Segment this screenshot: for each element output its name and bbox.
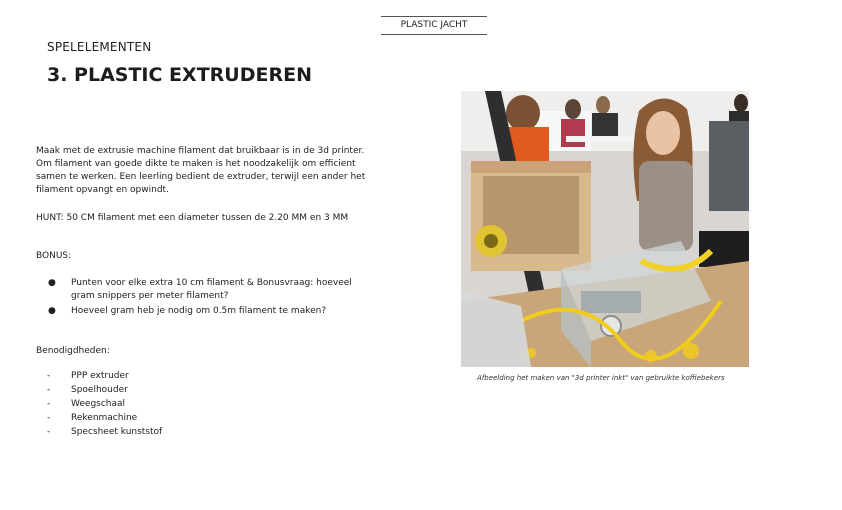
needs-list xyxy=(36,369,162,439)
list-item: - Specsheet kunststof xyxy=(47,427,163,437)
needs-label: Benodigdheden: xyxy=(36,346,110,356)
page-header-label: PLASTIC JACHT xyxy=(381,16,487,35)
list-item: - Weegschaal xyxy=(47,399,126,409)
extruder-photo xyxy=(461,91,749,367)
list-item: ● Punten voor elke extra 10 cm filament & Bonusvraag: hoeveel gram snippers per meter filament? xyxy=(48,278,352,301)
bullet-icon: ● xyxy=(48,306,56,316)
list-item: - Rekenmachine xyxy=(47,413,138,423)
list-item: - Spoelhouder xyxy=(47,385,128,395)
list-item: ● Hoeveel gram heb je nodig om 0.5m filament te maken? xyxy=(48,306,327,316)
bonus-list xyxy=(36,277,366,320)
intro-paragraph: Maak met de extrusie machine filament dat bruikbaar is in de 3d printer. Om filament van goede dikte te maken is het noodzakelijk om efficient samen te werken. Een leerling bedient de extruder, terwijl een ander het filament opvangt en opwindt. xyxy=(36,146,366,195)
list-item: - PPP extruder xyxy=(47,371,129,381)
photo-caption: Afbeelding het maken van "3d printer inkt" van gebruikte koffiebekers xyxy=(477,374,725,382)
bullet-icon: ● xyxy=(48,278,56,288)
page-title: 3. PLASTIC EXTRUDEREN xyxy=(47,64,312,86)
section-label: SPELELEMENTEN xyxy=(47,40,152,54)
bonus-label: BONUS: xyxy=(36,251,72,261)
hunt-paragraph: HUNT: 50 CM filament met een diameter tussen de 2.20 MM en 3 MM xyxy=(36,213,349,223)
